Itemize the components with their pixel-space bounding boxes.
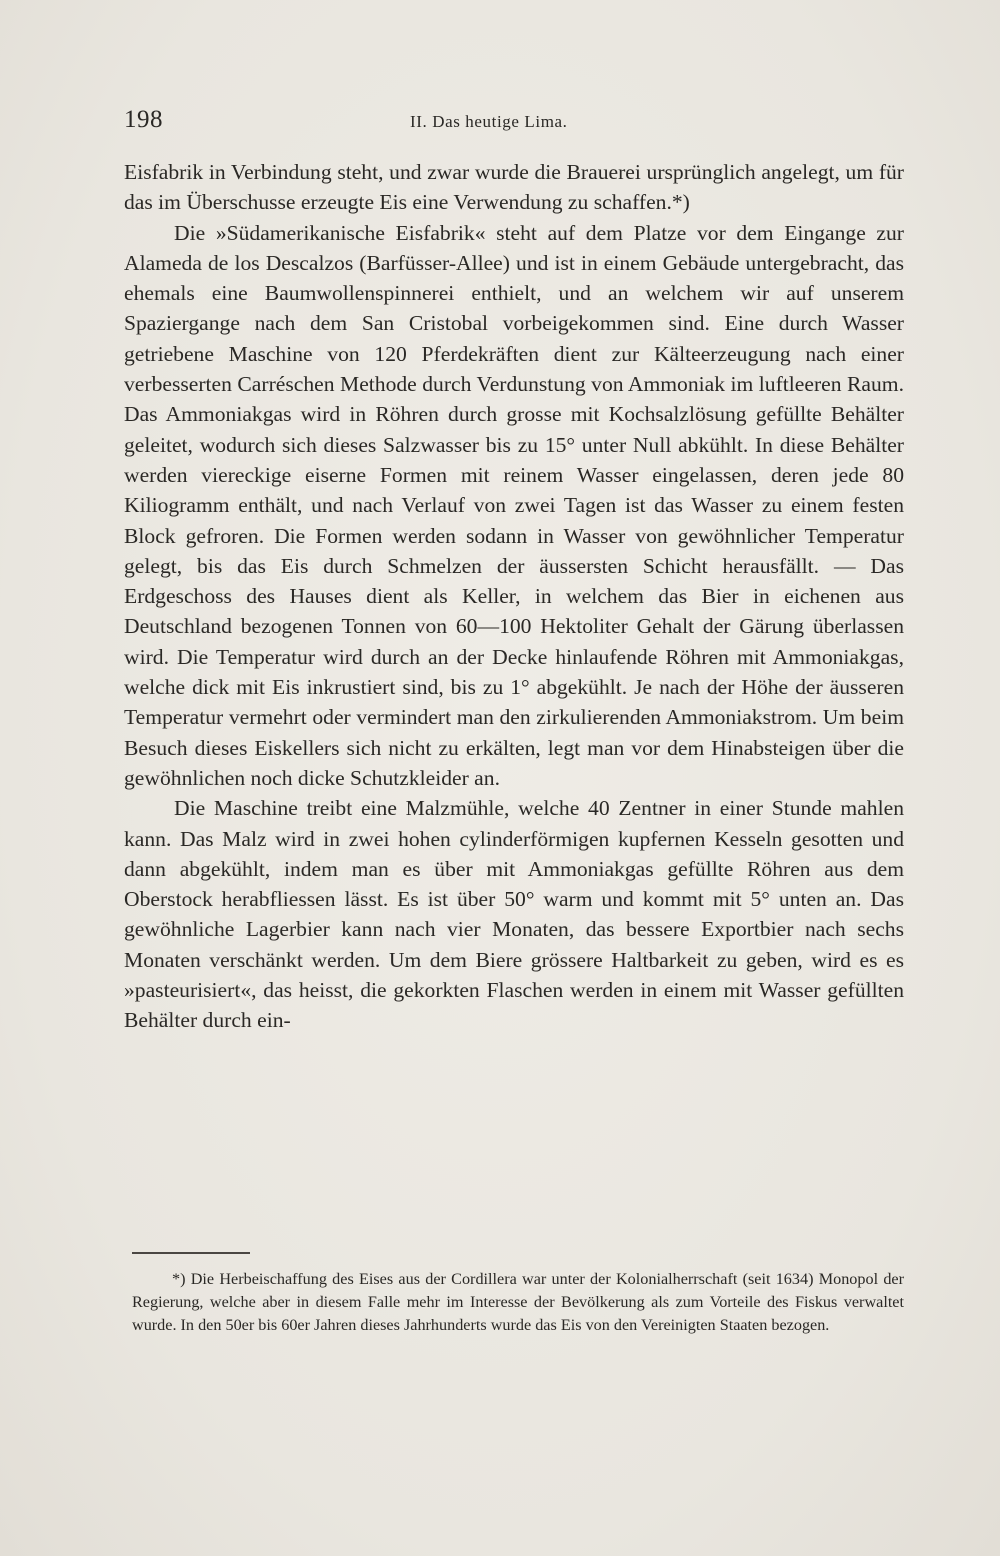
paragraph-1: Eisfabrik in Verbindung steht, und zwar wurde die Brauerei ursprünglich angelegt, um für das im Überschusse erzeugte Eis eine Verwendung zu schaffen.*) <box>124 160 904 215</box>
footnote: *) Die Herbeischaffung des Eises aus der Cordillera war unter der Kolonialherrschaft (seit 1634) Monopol der Regierung, welche aber in diesem Falle mehr im Interesse der Bevölkerung als zum Vorteile des Fiskus verwaltet wurde. In den 50er bis 60er Jahren dieses Jahrhunderts wurde das Eis von den Vereinigten Staaten bezogen. <box>132 1270 904 1334</box>
running-head: II. Das heutige Lima. <box>410 112 568 131</box>
paragraph-2: Die »Südamerikanische Eisfabrik« steht auf dem Platze vor dem Eingange zur Alameda de los Descalzos (Barfüsser-Allee) und ist in einem Gebäude untergebracht, das ehemals eine Baumwollenspinnerei enthielt, und an welchem wir auf unserem Spaziergange nach dem San Cristobal vorbeigekommen sind. Eine durch Wasser getriebene Maschine von 120 Pferdekräften dient zur Kälteerzeugung nach einer verbesserten Carréschen Methode durch Verdunstung von Ammoniak im luftleeren Raum. Das Ammoniakgas wird in Röhren durch grosse mit Kochsalzlösung gefüllte Behälter geleitet, wodurch sich dieses Salzwasser bis zu 15° unter Null abkühlt. In diese Behälter werden viereckige eiserne Formen mit reinem Wasser eingelassen, deren jede 80 Kiliogramm enthält, und nach Verlauf von zwei Tagen ist das Wasser zu einem festen Block gefroren. Die Formen werden sodann in Wasser von gewöhnlicher Temperatur gelegt, bis das Eis durch Schmelzen der äussersten Schicht herausfällt. — Das Erdgeschoss des Hauses dient als Keller, in welchem das Bier in eichenen aus Deutschland bezogenen Tonnen von 60—100 Hektoliter Gehalt der Gärung überlassen wird. Die Temperatur wird durch an der Decke hinlaufende Röhren mit Ammoniakgas, welche dick mit Eis inkrustiert sind, bis zu 1° abgekühlt. Je nach der Höhe der äusseren Temperatur vermehrt oder vermindert man den zirkulierenden Ammoniakstrom. Um beim Besuch dieses Eiskellers sich nicht zu erkälten, legt man vor dem Hinabsteigen über die gewöhnlichen noch dicke Schutzkleider an. <box>124 220 904 790</box>
page-number: 198 <box>124 106 163 133</box>
footnote-divider <box>132 1252 250 1254</box>
footnotes <box>132 1268 904 1336</box>
page-header <box>124 106 904 140</box>
body-text <box>124 157 904 1036</box>
paragraph-3: Die Maschine treibt eine Malzmühle, welche 40 Zentner in einer Stunde mahlen kann. Das Malz wird in zwei hohen cylinderförmigen kupfernen Kesseln gesotten und dann abgekühlt, indem man es über mit Ammoniakgas gefüllte Röhren aus dem Oberstock herabfliessen lässt. Es ist über 50° warm und kommt mit 5° unten an. Das gewöhnliche Lagerbier kann nach vier Monaten, das bessere Exportbier nach sechs Monaten verschänkt werden. Um dem Biere grössere Haltbarkeit zu geben, wird es es »pasteurisiert«, das heisst, die gekorkten Flaschen werden in einem mit Wasser gefüllten Behälter durch ein- <box>124 796 904 1033</box>
